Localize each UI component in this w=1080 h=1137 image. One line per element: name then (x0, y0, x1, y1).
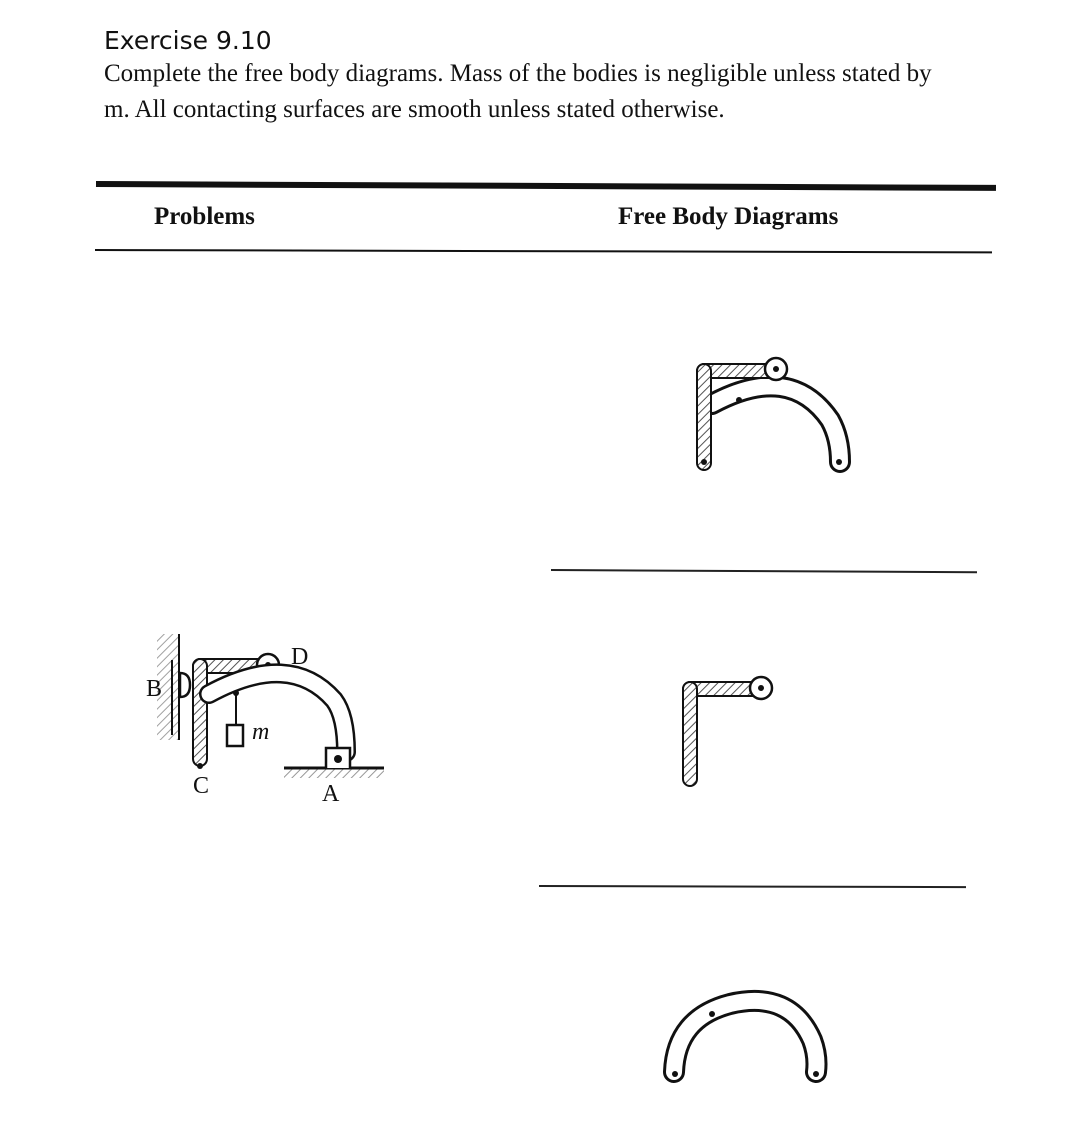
exercise-title: Exercise 9.10 (104, 26, 272, 55)
column-header-free-body-diagrams: Free Body Diagrams (618, 203, 839, 230)
hanging-mass (227, 694, 243, 746)
fbd-arch (672, 1001, 819, 1077)
fbd-full-frame (697, 358, 842, 470)
pin-c (197, 763, 203, 769)
roller-support-b (180, 673, 190, 697)
label-d: D (291, 644, 309, 670)
column-header-problems: Problems (154, 203, 255, 230)
instruction-line-1: Complete the free body diagrams. Mass of the bodies is negligible unless stated by (104, 60, 932, 87)
label-c: C (193, 773, 210, 799)
instruction-line-2: m. All contacting surfaces are smooth unless stated otherwise. (104, 96, 725, 123)
fbd-l-bracket (683, 677, 772, 786)
label-b: B (146, 676, 163, 702)
pin-support-a (284, 748, 384, 778)
label-a: A (322, 781, 340, 807)
label-mass-m: m (252, 719, 270, 745)
problem-diagram (157, 634, 384, 778)
